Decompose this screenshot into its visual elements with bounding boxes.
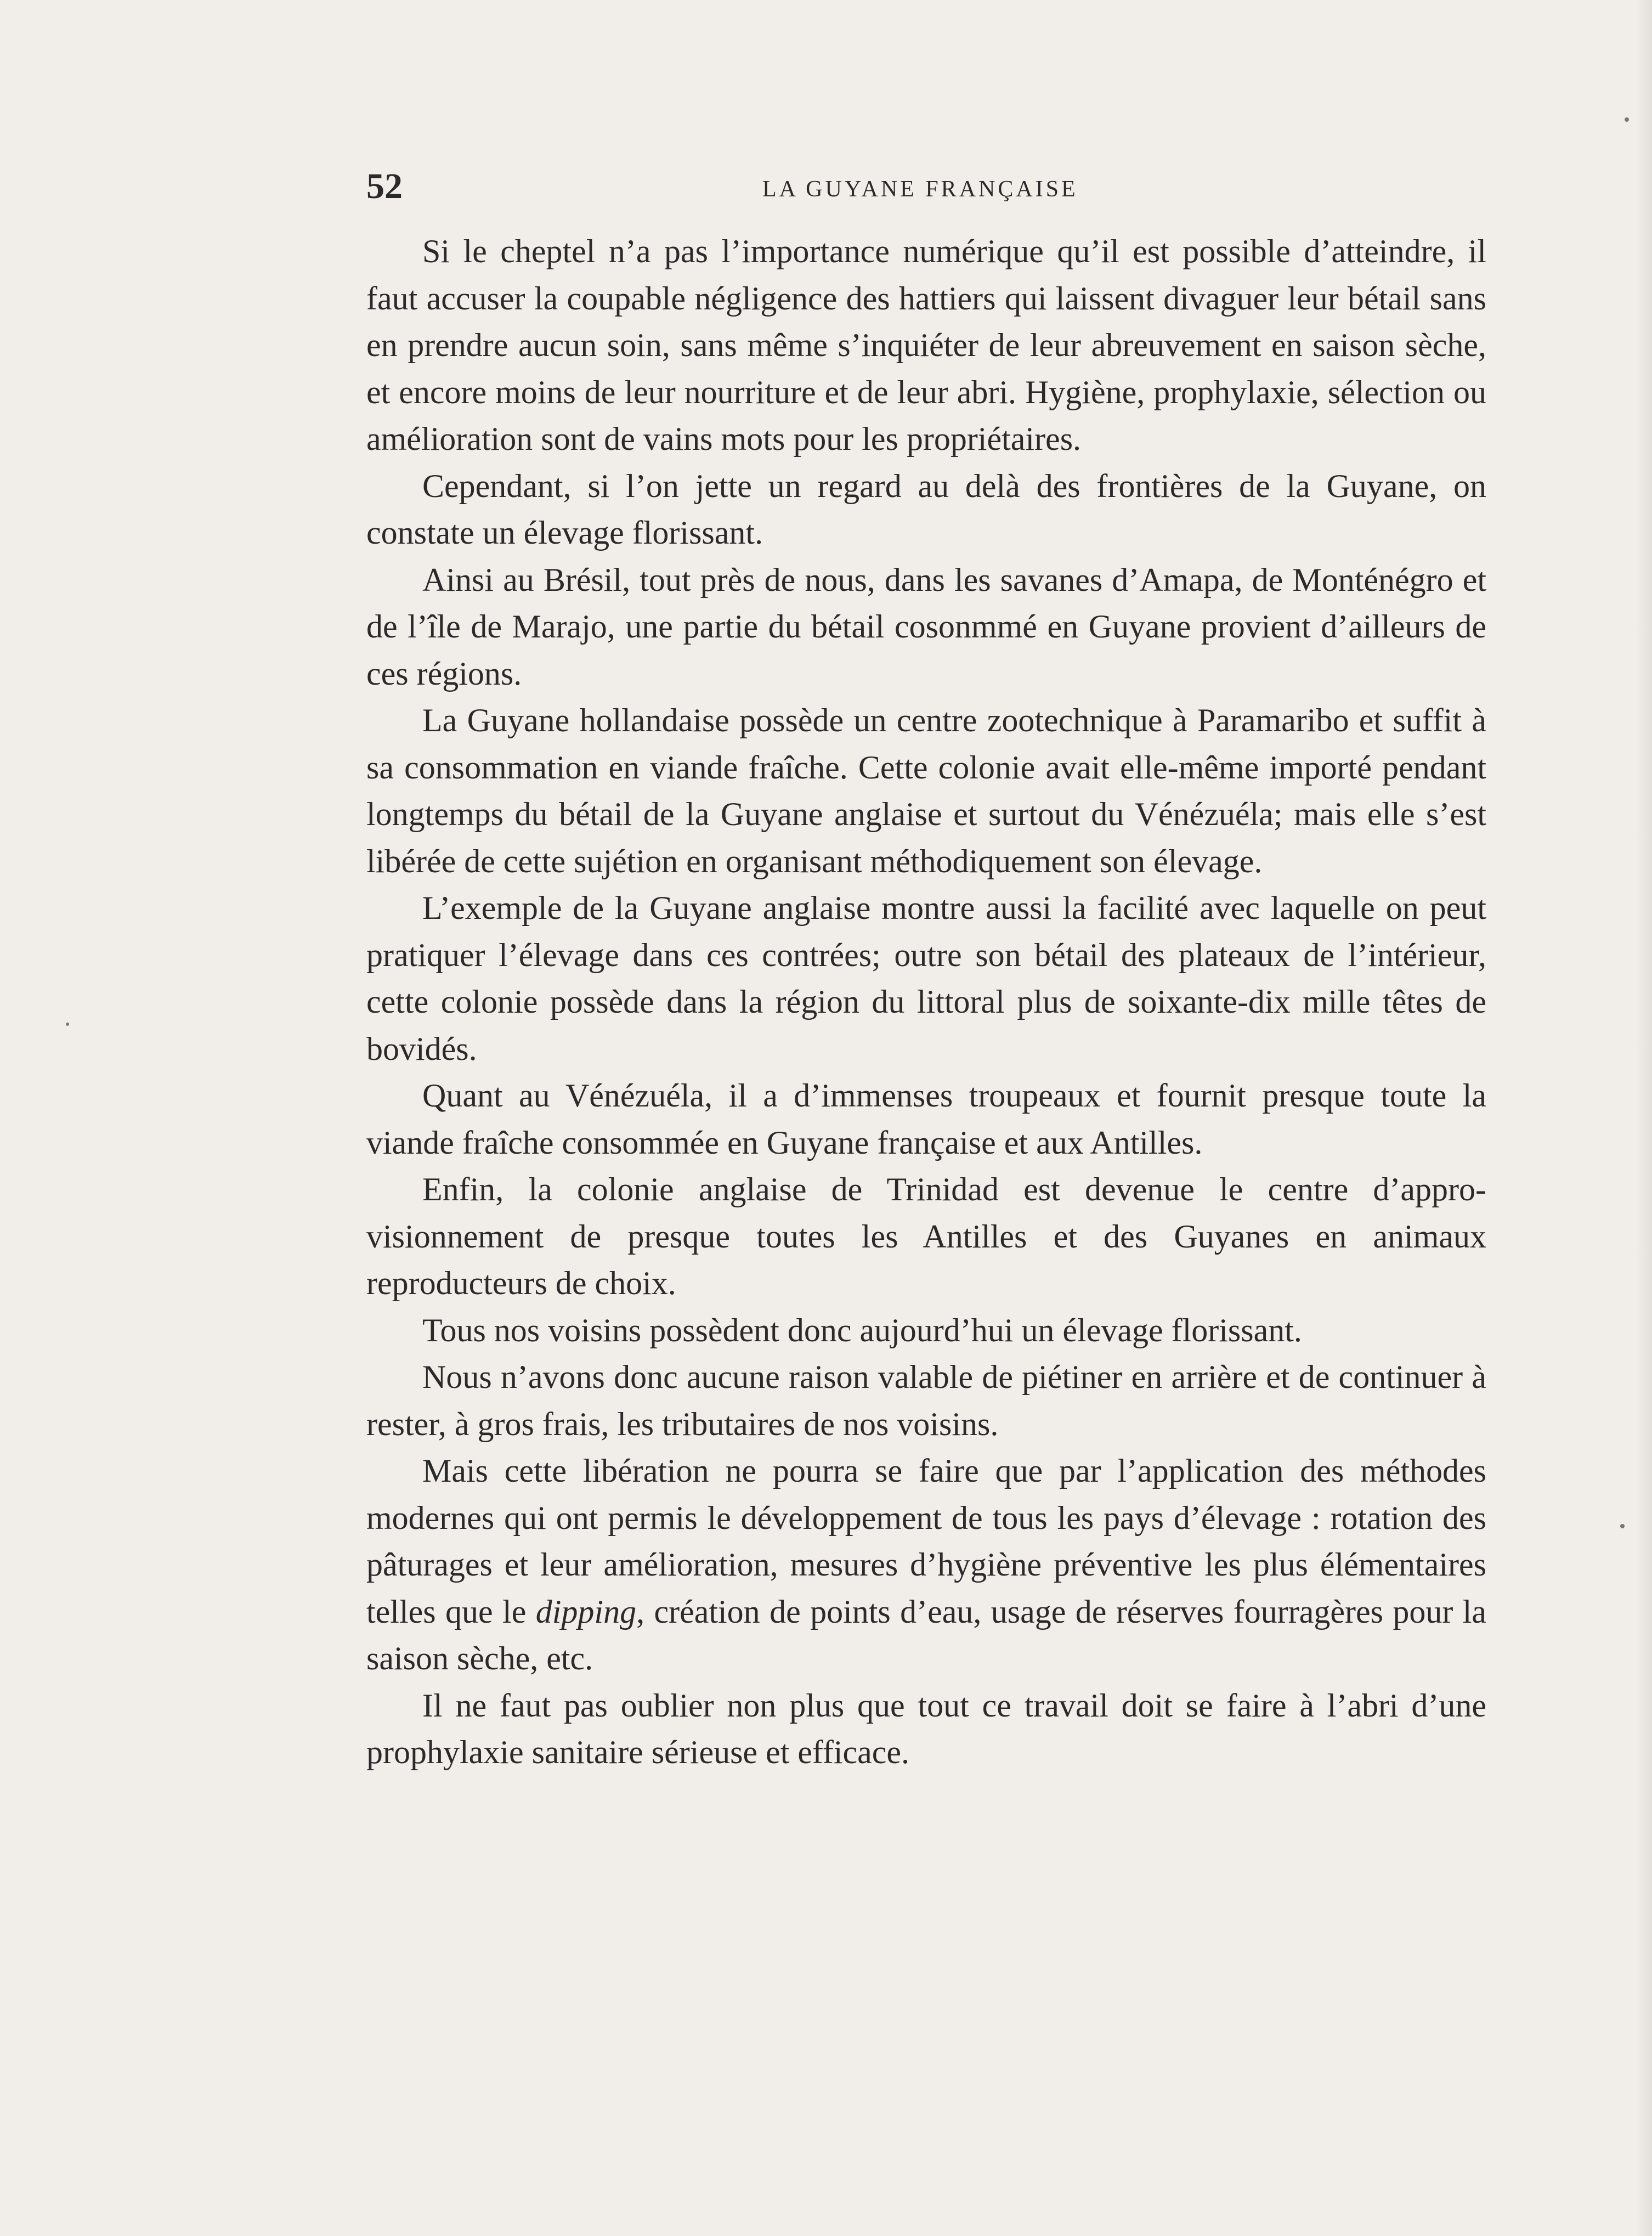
paragraph: Enfin, la colonie anglaise de Trinidad est devenue le centre d’approvisionnement de presque toutes les Antilles et des Guyanes en animaux reproducteurs de choix.	[366, 1171, 1486, 1301]
italic-term: dipping	[535, 1593, 637, 1630]
paragraph: Si le cheptel n’a pas l’importance numérique qu’il est possible d’atteindre, il faut accuser la coupable négligence des hattiers qui laissent divaguer leur bétail sans en prendre aucun soin, sans même s’inquiéter de leur abreuvement en saison sèche, et encore moins de leur nourriture et de leur abri. Hygiène, prophylaxie, sélection ou amélioration sont de vains mots pour les propriétaires.	[366, 233, 1486, 457]
page-header	[366, 165, 1486, 208]
page-edge-shadow	[1636, 0, 1652, 2236]
paragraph: Tous nos voisins possèdent donc aujourd’hui un élevage florissant.	[422, 1312, 1302, 1348]
paragraph: Cependant, si l’on jette un regard au delà des frontières de la Guyane, on constate un élevage florissant.	[366, 467, 1486, 551]
paragraph: Nous n’avons donc aucune raison valable de piétiner en arrière et de continuer à rester, à gros frais, les tributaires de nos voisins.	[366, 1359, 1486, 1442]
running-title: LA GUYANE FRANÇAISE	[762, 177, 1078, 202]
paper-speck	[1620, 1524, 1625, 1528]
paragraph-text: , création de points d’eau, usage de réserves fourragères pour la saison sèche, etc.	[366, 1593, 1486, 1676]
paper-speck	[1625, 117, 1629, 122]
paragraph: Ainsi au Brésil, tout près de nous, dans les savanes d’Amapa, de Monténégro et de l’île de Marajo, une partie du bétail cosonmmé en Guyane provient d’ailleurs de ces régions.	[366, 561, 1486, 692]
paragraph: L’exemple de la Guyane anglaise montre aussi la facilité avec laquelle on peut pratiquer l’élevage dans ces contrées; outre son bétail des plateaux de l’intérieur, cette colonie possède dans la région du littoral plus de soixante-dix mille têtes de bovidés.	[366, 890, 1486, 1067]
paragraph: Il ne faut pas oublier non plus que tout ce travail doit se faire à l’abri d’une prophylaxie sanitaire sérieuse et efficace.	[366, 1687, 1486, 1770]
body-text	[366, 228, 1486, 1776]
paragraph: La Guyane hollandaise possède un centre zootechnique à Paramaribo et suffit à sa consommation en viande fraîche. Cette colonie avait elle-même importé pendant longtemps du bétail de la Guyane anglaise et surtout du Vénézuéla; mais elle s’est libérée de cette sujétion en organisant méthodiquement son élevage.	[366, 702, 1486, 879]
page-number: 52	[366, 166, 403, 206]
paragraph	[366, 1448, 1486, 1682]
paragraph-text: Mais cette libération ne pourra se faire que par l’application des méthodes modernes qui ont permis le développement de tous les pays d’élevage : rotation des pâturages et leur amélioration, mesures d’hygiène préventive les plus élémentaires telles que le	[366, 1453, 1486, 1630]
paper-speck	[66, 1023, 69, 1026]
paragraph: Quant au Vénézuéla, il a d’immenses troupeaux et fournit presque toute la viande fraîche consommée en Guyane française et aux Antilles.	[366, 1077, 1486, 1161]
